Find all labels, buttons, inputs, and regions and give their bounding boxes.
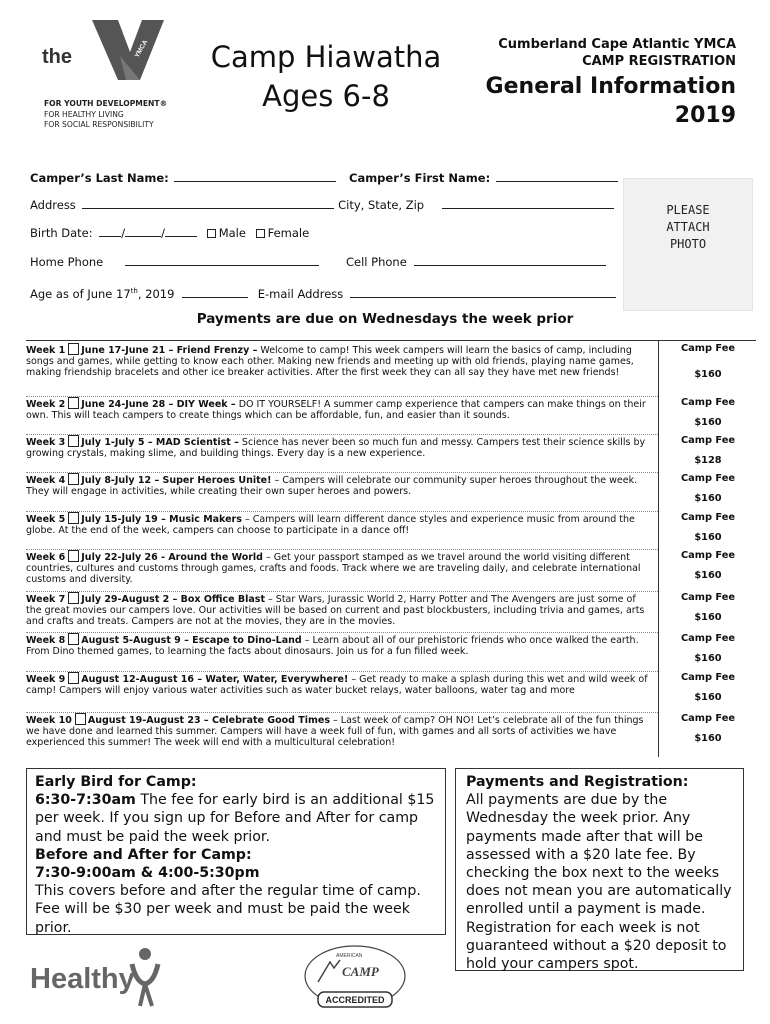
week-row <box>26 672 658 713</box>
week-number: Week 2 <box>26 399 66 410</box>
week-row <box>26 713 658 757</box>
week-title: August 19-August 23 – Celebrate Good Times <box>87 715 330 726</box>
week-row <box>26 343 658 397</box>
birth-date-separator-2: / <box>161 226 166 240</box>
week-title: July 22-July 26 - Around the World <box>81 552 263 563</box>
cell-phone-field <box>346 255 606 269</box>
week-separator <box>26 472 658 473</box>
week-description: – Get your passport stamped as we travel around the world visiting different countries, cultures and customs through games, crafts and foods. Track where we are traveling daily, and celebrate international customs and diversity. <box>26 552 641 586</box>
email-input[interactable] <box>350 287 616 298</box>
fee-label: Camp Fee <box>680 343 736 354</box>
home-phone-field <box>30 255 319 269</box>
birth-date-separator-1: / <box>121 226 126 240</box>
address-label: Address <box>30 198 76 212</box>
week-number: Week 6 <box>26 552 66 563</box>
week-description: – Campers will celebrate our community super heroes throughout the week. They will engage in activities, while creating their own super heroes and powers. <box>26 475 638 498</box>
last-name-input[interactable] <box>174 171 336 182</box>
week-title: August 5-August 9 – Escape to Dino-Land <box>81 635 302 646</box>
fee-label: Camp Fee <box>680 672 736 683</box>
age-input[interactable] <box>182 287 248 298</box>
week-separator <box>26 632 658 633</box>
week-description: – Last week of camp? OH NO! Let’s celebrate all of the fun things we have done and learned this summer. Campers will have a week full of fun, with games and all sorts of activities we have experienced this summer! The week will end with a multicultural celebration! <box>26 715 644 749</box>
week-row <box>26 435 658 473</box>
week-checkbox[interactable] <box>75 713 86 725</box>
payments-registration-box <box>455 768 744 971</box>
photo-text-2: ATTACH <box>666 220 710 234</box>
general-info-title <box>440 72 736 130</box>
early-bird-heading: Early Bird for Camp: <box>35 774 197 790</box>
week-checkbox[interactable] <box>68 473 79 485</box>
photo-placeholder[interactable] <box>623 178 753 311</box>
address-field <box>30 198 614 212</box>
payments-heading: Payments are due on Wednesdays the week prior <box>196 311 574 327</box>
week-description: DO IT YOURSELF! A summer camp experience that campers can make things on their own. This will teach campers to create things which can be affordable, fun, and easier than it sounds. <box>26 399 646 422</box>
week-description: – Get ready to make a splash during this wet and wild week of camp! Campers will enjoy various water activities such as water bucket relays, water balloons, water tag and more <box>26 674 648 697</box>
week-title: July 29-August 2 – Box Office Blast <box>81 594 265 605</box>
fee-amount: $160 <box>694 653 722 664</box>
fee-label: Camp Fee <box>680 550 736 561</box>
accredited-camp-logo <box>300 942 410 1014</box>
age-as-of-label: Age as of June 17 <box>30 286 131 301</box>
week-separator <box>26 549 658 550</box>
tagline-line-3: FOR SOCIAL RESPONSIBILITY <box>44 120 154 129</box>
female-label: Female <box>267 226 310 240</box>
address-input[interactable] <box>82 198 334 209</box>
male-checkbox[interactable] <box>207 229 216 238</box>
home-phone-input[interactable] <box>125 255 319 266</box>
female-checkbox[interactable] <box>256 229 265 238</box>
birth-month-input[interactable] <box>99 226 121 237</box>
birth-date-label: Birth Date: <box>30 226 93 240</box>
logo-sub-text: YMCA <box>133 38 150 59</box>
week-title: June 17-June 21 – Friend Frenzy – <box>81 345 258 356</box>
photo-text-3: PHOTO <box>669 237 707 251</box>
healthy-text: Healthy <box>30 963 135 995</box>
week-title: June 24-June 28 – DIY Week – <box>81 399 236 410</box>
photo-text-1: PLEASE <box>666 203 710 217</box>
early-bird-body <box>35 791 437 846</box>
fee-amount: $160 <box>694 417 722 428</box>
week-row <box>26 633 658 672</box>
year-label: 2019 <box>674 103 736 128</box>
week-checkbox[interactable] <box>68 633 79 645</box>
week-number: Week 7 <box>26 594 66 605</box>
week-description: Welcome to camp! This week campers will learn the basics of camp, including songs and games, while getting to know each other. Making new friends and meeting up with old friends, playing name games, making friendship bracelets and other ice breaker activities. After the first week they can all say they have met new friends! <box>26 345 634 379</box>
accredited-text: ACCREDITED <box>325 995 385 1005</box>
week-title: July 8-July 12 – Super Heroes Unite! <box>81 475 272 486</box>
fee-amount: $160 <box>694 493 722 504</box>
fee-amount: $160 <box>694 369 722 380</box>
age-as-of-suffix: th <box>130 287 138 295</box>
week-checkbox[interactable] <box>68 343 79 355</box>
week-checkbox[interactable] <box>68 397 79 409</box>
fee-amount: $160 <box>694 733 722 744</box>
before-after-text: This covers before and after the regular time of camp. Fee will be $30 per week and must be paid the week prior. <box>35 883 421 936</box>
camp-title <box>196 38 456 116</box>
age-email-field <box>30 284 616 301</box>
week-description: – Campers will learn different dance styles and experience music from around the globe. At the end of the week, campers can choose to participate in a dance off! <box>26 514 635 537</box>
fee-amount: $160 <box>694 570 722 581</box>
camp-ages: Ages 6-8 <box>262 79 390 113</box>
payments-registration-heading: Payments and Registration: <box>466 774 689 790</box>
week-checkbox[interactable] <box>68 592 79 604</box>
early-bird-text: The fee for early bird is an additional $15 per week. If you sign up for Before and After for camp and must be paid the week prior. <box>35 792 435 845</box>
before-after-heading: Before and After for Camp: <box>35 846 252 863</box>
weeks-table <box>26 340 756 756</box>
org-name: Cumberland Cape Atlantic YMCA <box>498 37 736 52</box>
cell-phone-label: Cell Phone <box>346 255 407 269</box>
age-as-of-year: , 2019 <box>137 286 175 301</box>
fee-amount: $160 <box>694 532 722 543</box>
week-number: Week 1 <box>26 345 66 356</box>
first-name-label: Camper’s First Name: <box>349 171 491 185</box>
tagline-line-1: FOR YOUTH DEVELOPMENT® <box>44 99 168 108</box>
week-description: Science has never been so much fun and messy. Campers test their science skills by growing crystals, making slime, and building things. Every day is a new experience. <box>26 437 646 460</box>
fee-label: Camp Fee <box>680 512 736 523</box>
week-separator <box>26 434 658 435</box>
email-label: E-mail Address <box>257 286 344 301</box>
home-phone-label: Home Phone <box>30 255 104 269</box>
last-name-field <box>30 171 336 185</box>
week-number: Week 9 <box>26 674 66 685</box>
early-bird-box <box>26 768 446 935</box>
week-separator <box>26 396 658 397</box>
last-name-label: Camper’s Last Name: <box>30 171 169 185</box>
week-checkbox[interactable] <box>68 550 79 562</box>
acc-camp-text: CAMP <box>342 964 379 979</box>
week-description: – Star Wars, Jurassic World 2, Harry Potter and The Avengers are just some of the great movies our campers love. Our activities will be based on current and past blockbusters, including trivia and games, arts and crafts and treats. Campers are not at the movies, they are in the movies. <box>26 594 645 628</box>
fee-label: Camp Fee <box>680 713 736 724</box>
registration-label: CAMP REGISTRATION <box>582 54 736 69</box>
fee-label: Camp Fee <box>680 397 736 408</box>
org-header <box>440 36 736 70</box>
fee-column <box>658 341 756 757</box>
week-title: August 12-August 16 – Water, Water, Everywhere! <box>81 674 349 685</box>
fee-label: Camp Fee <box>680 633 736 644</box>
week-checkbox[interactable] <box>68 512 79 524</box>
first-name-input[interactable] <box>496 171 618 182</box>
fee-amount: $128 <box>694 455 722 466</box>
ymca-tagline <box>44 99 204 131</box>
early-bird-time: 6:30-7:30am <box>35 792 136 809</box>
birth-date-field <box>30 226 309 240</box>
week-number: Week 3 <box>26 437 66 448</box>
general-info-label: General Information <box>485 74 736 99</box>
payments-registration-text: All payments are due by the Wednesday the week prior. Any payments made after that will be assessed with a $20 late fee. By checking the box next to the weeks does not mean you are automatically enrolled until a payment is made. Registration for each week is not guaranteed without a $20 deposit to hold your campers spot. <box>466 792 732 973</box>
week-row <box>26 592 658 633</box>
week-row <box>26 512 658 550</box>
first-name-field <box>349 171 618 185</box>
camp-name: Camp Hiawatha <box>210 40 442 74</box>
fee-label: Camp Fee <box>680 592 736 603</box>
male-label: Male <box>218 226 246 240</box>
city-state-zip-input[interactable] <box>442 198 614 209</box>
acc-assoc-text: AMERICAN <box>336 953 363 959</box>
week-checkbox[interactable] <box>68 672 79 684</box>
fee-amount: $160 <box>694 692 722 703</box>
logo-text: the <box>42 46 72 68</box>
week-separator <box>26 591 658 592</box>
week-checkbox[interactable] <box>68 435 79 447</box>
fee-label: Camp Fee <box>680 435 736 446</box>
city-state-zip-label: City, State, Zip <box>338 198 425 212</box>
week-title: July 1-July 5 – MAD Scientist – <box>81 437 239 448</box>
cell-phone-input[interactable] <box>414 255 606 266</box>
week-number: Week 10 <box>26 715 72 726</box>
fee-amount: $160 <box>694 612 722 623</box>
birth-year-input[interactable] <box>165 226 197 237</box>
tagline-line-2: FOR HEALTHY LIVING <box>44 109 124 119</box>
before-after-time: 7:30-9:00am & 4:00-5:30pm <box>35 865 260 882</box>
fee-label: Camp Fee <box>680 473 736 484</box>
week-description: – Learn about all of our prehistoric friends who once walked the earth. From Dino themed games, to learning the facts about dinosaurs. Join us for a fun filled week. <box>26 635 639 658</box>
week-row <box>26 397 658 435</box>
week-separator <box>26 712 658 713</box>
week-number: Week 5 <box>26 514 66 525</box>
week-row <box>26 473 658 512</box>
week-row <box>26 550 658 592</box>
healthy-u-logo <box>28 942 178 1012</box>
week-separator <box>26 671 658 672</box>
ymca-logo <box>40 18 165 82</box>
week-number: Week 8 <box>26 635 66 646</box>
week-separator <box>26 511 658 512</box>
birth-day-input[interactable] <box>125 226 161 237</box>
week-title: July 15-July 19 – Music Makers <box>81 514 242 525</box>
week-number: Week 4 <box>26 475 66 486</box>
